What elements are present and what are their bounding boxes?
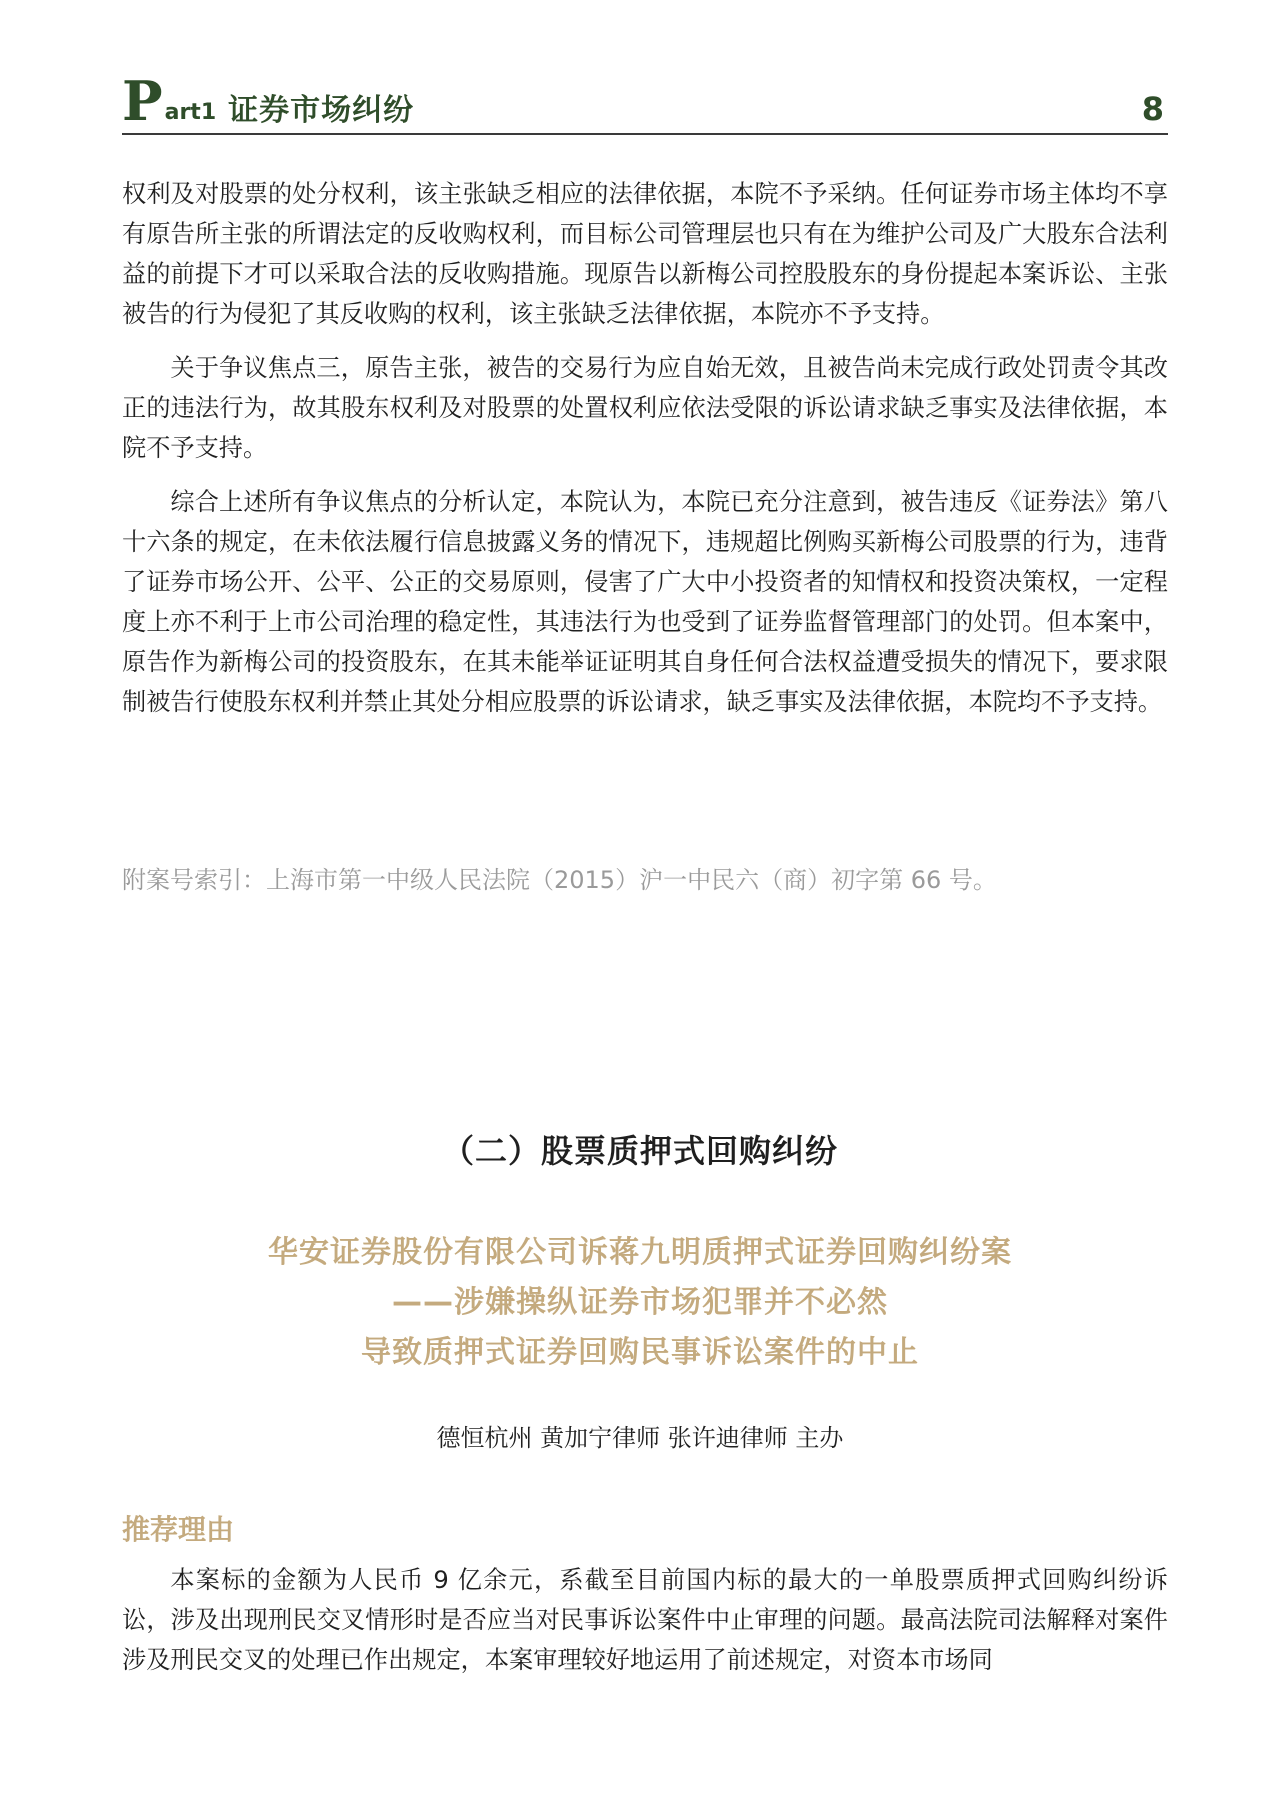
part-label [122, 69, 415, 133]
case-reference: 附案号索引：上海市第一中级人民法院（2015）沪一中民六（商）初字第 66 号。 [122, 866, 997, 894]
case-title-line: 华安证券股份有限公司诉蒋九明质押式证券回购纠纷案 [268, 1235, 1012, 1270]
case-title [0, 1228, 1280, 1378]
paragraph: 综合上述所有争议焦点的分析认定，本院认为，本院已充分注意到，被告违反《证券法》第八十六条的规定，在未依法履行信息披露义务的情况下，违规超比例购买新梅公司股票的行为，违背了证券市场公开、公平、公正的交易原则，侵害了广大中小投资者的知情权和投资决策权，一定程度上亦不利于上市公司治理的稳定性，其违法行为也受到了证券监督管理部门的处罚。但本案中，原告作为新梅公司的投资股东，在其未能举证证明其自身任何合法权益遭受损失的情况下，要求限制被告行使股东权利并禁止其处分相应股票的诉讼请求，缺乏事实及法律依据，本院均不予支持。 [122, 488, 1168, 716]
page-number: 8 [1141, 90, 1164, 128]
body-text [122, 174, 1168, 736]
paragraph: 权利及对股票的处分权利，该主张缺乏相应的法律依据，本院不予采纳。任何证券市场主体均不享有原告所主张的所谓法定的反收购权利，而目标公司管理层也只有在为维护公司及广大股东合法利益的前提下才可以采取合法的反收购措施。现原告以新梅公司控股股东的身份提起本案诉讼、主张被告的行为侵犯了其反收购的权利，该主张缺乏法律依据，本院亦不予支持。 [122, 180, 1168, 328]
part-letter: P [122, 69, 163, 133]
header-divider [122, 133, 1168, 135]
case-title-line: 导致质押式证券回购民事诉讼案件的中止 [361, 1335, 919, 1370]
part-title: 证券市场纠纷 [228, 93, 415, 128]
part-number: art1 [164, 100, 217, 125]
paragraph: 关于争议焦点三，原告主张，被告的交易行为应自始无效，且被告尚未完成行政处罚责令其改正的违法行为，故其股东权利及对股票的处置权利应依法受限的诉讼请求缺乏事实及法律依据，本院不予支持。 [122, 354, 1168, 462]
authors-line: 德恒杭州 黄加宁律师 张许迪律师 主办 [436, 1424, 844, 1452]
section-title: （二）股票质押式回购纠纷 [441, 1132, 838, 1170]
recommendation-body [122, 1560, 1168, 1694]
recommendation-heading: 推荐理由 [122, 1513, 235, 1546]
paragraph: 本案标的金额为人民币 9 亿余元，系截至目前国内标的最大的一单股票质押式回购纠纷诉讼，涉及出现刑民交叉情形时是否应当对民事诉讼案件中止审理的问题。最高法院司法解释对案件涉及刑民交叉的处理已作出规定，本案审理较好地运用了前述规定，对资本市场同 [122, 1566, 1168, 1674]
case-title-line: ——涉嫌操纵证券市场犯罪并不必然 [392, 1285, 888, 1320]
page-header [122, 69, 1168, 134]
